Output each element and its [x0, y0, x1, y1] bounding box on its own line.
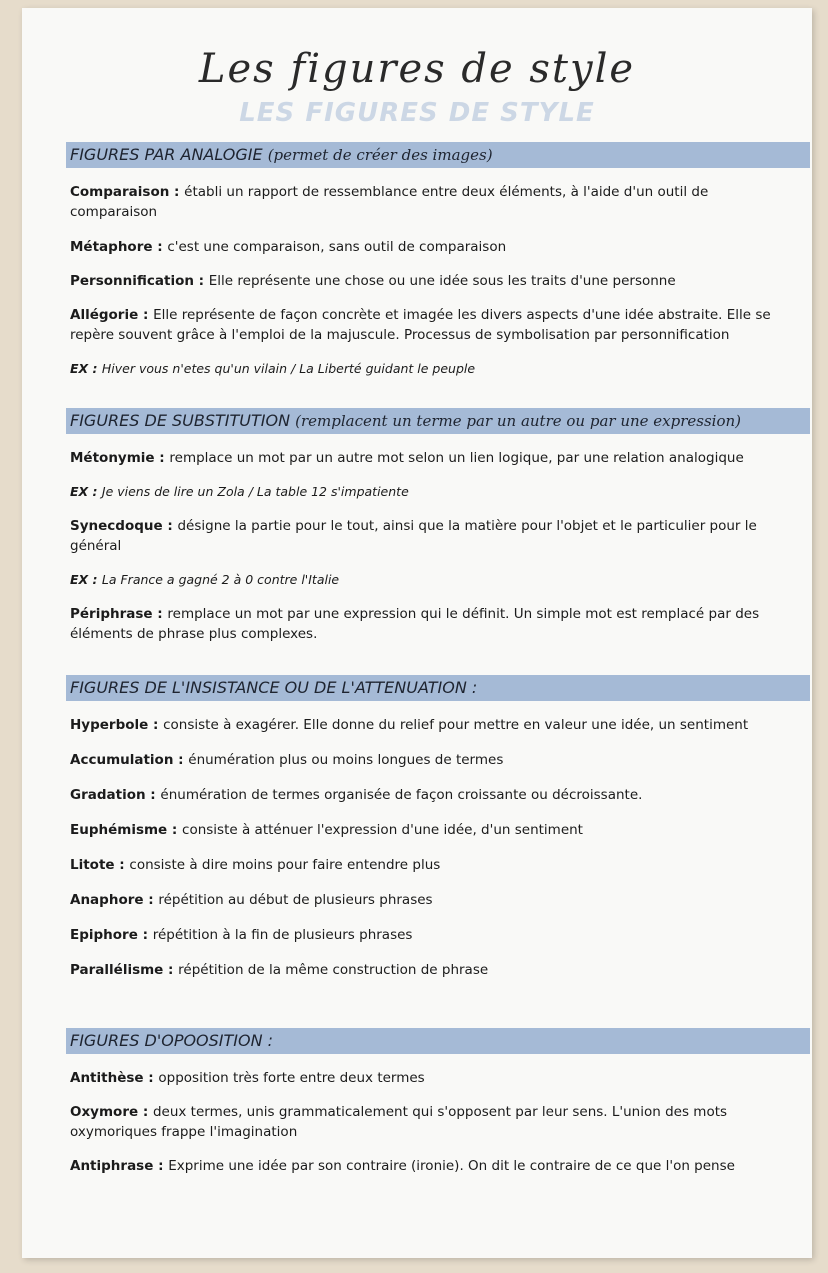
definition-accumulation: Accumulation : énumération plus ou moins longues de termes [70, 752, 504, 768]
definition-antiphrase: Antiphrase : Exprime une idée par son contraire (ironie). On dit le contraire de ce que l'on pense [70, 1158, 735, 1174]
section-opposition [66, 1028, 810, 1176]
definition-parallelisme: Parallélisme : répétition de la même construction de phrase [70, 962, 489, 978]
section-heading: FIGURES DE L'INSISTANCE OU DE L'ATTENUATION : [66, 675, 810, 701]
section-substitution [66, 408, 810, 644]
definition-allegorie: Allégorie : Elle représente de façon concrète et imagée les divers aspects d'une idée abstraite. Elle se repère souvent grâce à l'emploi de la majuscule. Processus de symbolisation par personnification [70, 307, 771, 343]
section-heading: FIGURES DE SUBSTITUTION (remplacent un terme par un autre ou par une expression) [66, 408, 810, 434]
definition-comparaison: Comparaison : établi un rapport de ressemblance entre deux éléments, à l'aide d'un outil de comparaison [70, 184, 709, 220]
definition-epiphore: Epiphore : répétition à la fin de plusieurs phrases [70, 927, 413, 943]
definition-euphemisme: Euphémisme : consiste à atténuer l'expression d'une idée, d'un sentiment [70, 822, 583, 838]
document-page [22, 8, 812, 1258]
example-metonymie: EX : Je viens de lire un Zola / La table 12 s'impatiente [70, 484, 409, 499]
section-analogie [66, 142, 810, 379]
example-synecdoque: EX : La France a gagné 2 à 0 contre l'Italie [70, 572, 340, 587]
definition-hyperbole: Hyperbole : consiste à exagérer. Elle donne du relief pour mettre en valeur une idée, un sentiment [70, 717, 749, 733]
definition-periphrase: Périphrase : remplace un mot par une expression qui le définit. Un simple mot est remplacé par des éléments de phrase plus complexes. [70, 606, 760, 642]
section-heading: FIGURES D'OPOOSITION : [66, 1028, 810, 1054]
definition-oxymore: Oxymore : deux termes, unis grammaticalement qui s'opposent par leur sens. L'union des mots oxymoriques frappe l'imagination [70, 1104, 728, 1140]
definition-litote: Litote : consiste à dire moins pour faire entendre plus [70, 857, 441, 873]
definition-anaphore: Anaphore : répétition au début de plusieurs phrases [70, 892, 433, 908]
definition-synecdoque: Synecdoque : désigne la partie pour le tout, ainsi que la matière pour l'objet et le particulier pour le général [70, 518, 757, 554]
section-insistance [66, 675, 810, 980]
definition-antithese: Antithèse : opposition très forte entre deux termes [70, 1070, 425, 1086]
example-analogie: EX : Hiver vous n'etes qu'un vilain / La Liberté guidant le peuple [70, 361, 476, 376]
definition-personnification: Personnification : Elle représente une chose ou une idée sous les traits d'une personne [70, 273, 676, 289]
definition-metonymie: Métonymie : remplace un mot par un autre mot selon un lien logique, par une relation analogique [70, 450, 744, 466]
page-title [22, 46, 812, 128]
definition-gradation: Gradation : énumération de termes organisée de façon croissante ou décroissante. [70, 787, 643, 803]
handwritten-title: Les figures de style [198, 46, 636, 92]
definition-metaphore: Métaphore : c'est une comparaison, sans outil de comparaison [70, 239, 507, 255]
printed-title-underlay: LES FIGURES DE STYLE [239, 98, 595, 128]
section-heading: FIGURES PAR ANALOGIE (permet de créer des images) [66, 142, 810, 168]
